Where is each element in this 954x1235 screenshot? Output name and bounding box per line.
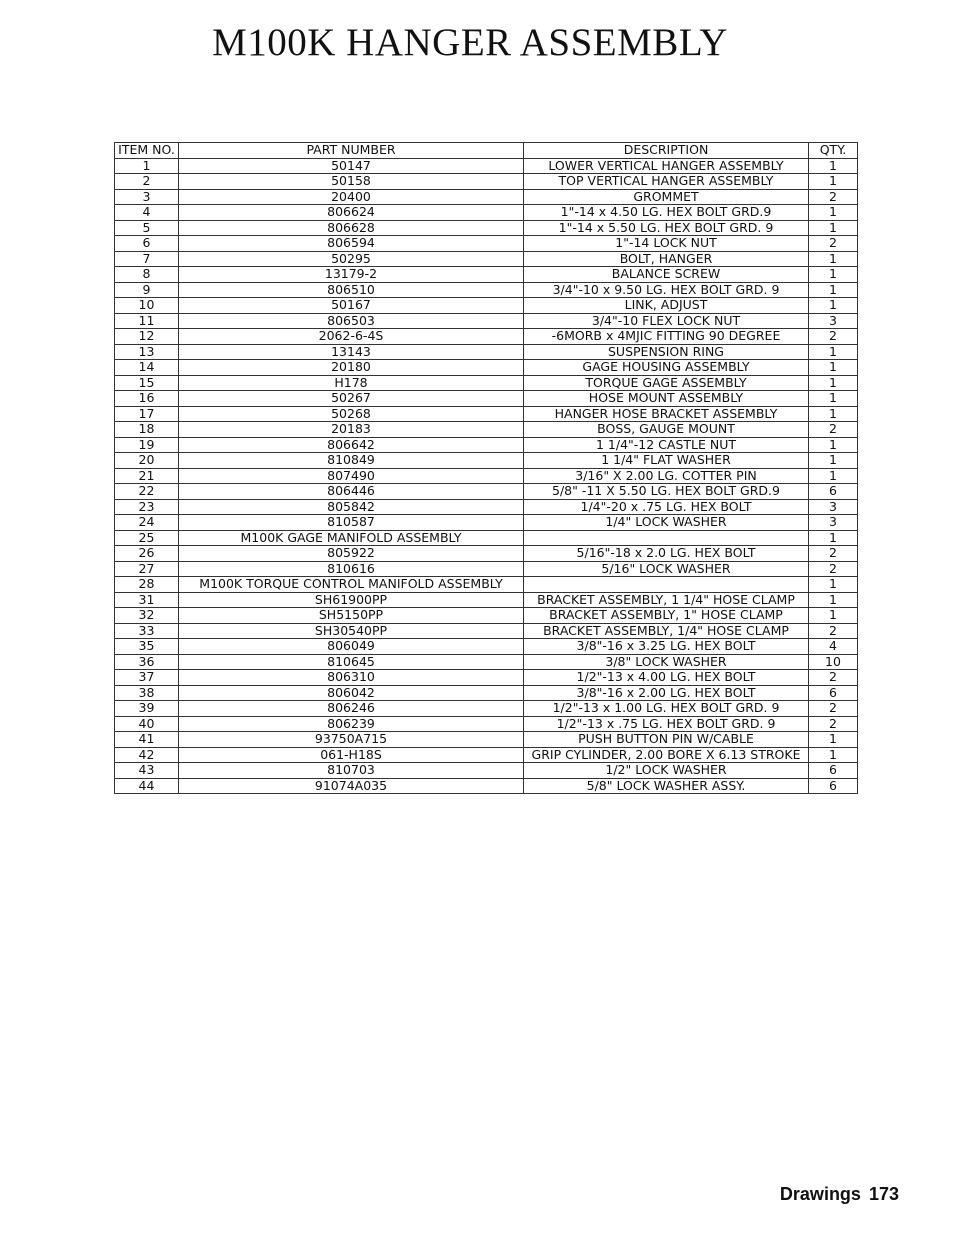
item-no-cell: 15 [115,375,179,391]
description-cell: 1 1/4"-12 CASTLE NUT [524,437,809,453]
part-number-cell: 50147 [179,158,524,174]
table-row [115,453,858,469]
table-row [115,313,858,329]
table-row [115,499,858,515]
qty-cell: 1 [809,732,858,748]
item-no-cell: 19 [115,437,179,453]
part-number-cell: 20183 [179,422,524,438]
table-row [115,267,858,283]
description-cell: -6MORB x 4MJIC FITTING 90 DEGREE [524,329,809,345]
item-no-cell: 20 [115,453,179,469]
description-cell: 1/4" LOCK WASHER [524,515,809,531]
description-cell: SUSPENSION RING [524,344,809,360]
part-number-cell: 810616 [179,561,524,577]
qty-cell: 1 [809,530,858,546]
description-cell: LINK, ADJUST [524,298,809,314]
qty-cell: 2 [809,236,858,252]
description-cell: 1"-14 x 4.50 LG. HEX BOLT GRD.9 [524,205,809,221]
part-number-cell: 806042 [179,685,524,701]
item-no-cell: 21 [115,468,179,484]
part-number-cell: 806049 [179,639,524,655]
qty-cell: 1 [809,577,858,593]
qty-cell: 10 [809,654,858,670]
item-no-cell: 25 [115,530,179,546]
item-no-cell: 26 [115,546,179,562]
description-cell: TOP VERTICAL HANGER ASSEMBLY [524,174,809,190]
table-row [115,732,858,748]
qty-cell: 6 [809,778,858,794]
description-cell: 1 1/4" FLAT WASHER [524,453,809,469]
table-row [115,468,858,484]
description-cell: 5/16"-18 x 2.0 LG. HEX BOLT [524,546,809,562]
table-row [115,515,858,531]
qty-cell: 2 [809,716,858,732]
description-cell: 5/8" LOCK WASHER ASSY. [524,778,809,794]
table-row [115,670,858,686]
item-no-cell: 38 [115,685,179,701]
part-number-cell: 50295 [179,251,524,267]
header-item-no: ITEM NO. [115,143,179,159]
qty-cell: 2 [809,546,858,562]
qty-cell: 1 [809,344,858,360]
item-no-cell: 16 [115,391,179,407]
item-no-cell: 42 [115,747,179,763]
item-no-cell: 6 [115,236,179,252]
table-row [115,437,858,453]
table-row [115,654,858,670]
table-row [115,716,858,732]
item-no-cell: 17 [115,406,179,422]
table-row [115,747,858,763]
item-no-cell: 13 [115,344,179,360]
table-row [115,174,858,190]
table-row [115,778,858,794]
part-number-cell: 806239 [179,716,524,732]
description-cell: 5/16" LOCK WASHER [524,561,809,577]
item-no-cell: 28 [115,577,179,593]
qty-cell: 1 [809,220,858,236]
table-row [115,701,858,717]
description-cell: 1"-14 x 5.50 LG. HEX BOLT GRD. 9 [524,220,809,236]
qty-cell: 1 [809,391,858,407]
description-cell [524,577,809,593]
qty-cell: 2 [809,189,858,205]
description-cell: 3/16" X 2.00 LG. COTTER PIN [524,468,809,484]
description-cell: TORQUE GAGE ASSEMBLY [524,375,809,391]
part-number-cell: SH61900PP [179,592,524,608]
description-cell: 1/2" LOCK WASHER [524,763,809,779]
description-cell [524,530,809,546]
item-no-cell: 7 [115,251,179,267]
part-number-cell: 806503 [179,313,524,329]
page-title: M100K HANGER ASSEMBLY [212,21,728,64]
item-no-cell: 44 [115,778,179,794]
part-number-cell: M100K GAGE MANIFOLD ASSEMBLY [179,530,524,546]
qty-cell: 3 [809,313,858,329]
part-number-cell: SH30540PP [179,623,524,639]
description-cell: 3/8"-16 x 2.00 LG. HEX BOLT [524,685,809,701]
description-cell: HOSE MOUNT ASSEMBLY [524,391,809,407]
item-no-cell: 24 [115,515,179,531]
item-no-cell: 33 [115,623,179,639]
table-row [115,406,858,422]
part-number-cell: 810587 [179,515,524,531]
qty-cell: 1 [809,298,858,314]
parts-table-body [115,158,858,794]
page-number: 173 [868,1184,899,1204]
qty-cell: 1 [809,747,858,763]
qty-cell: 2 [809,422,858,438]
part-number-cell: 13179-2 [179,267,524,283]
description-cell: 3/8" LOCK WASHER [524,654,809,670]
description-cell: 1/2"-13 x .75 LG. HEX BOLT GRD. 9 [524,716,809,732]
qty-cell: 1 [809,406,858,422]
part-number-cell: 50267 [179,391,524,407]
part-number-cell: 806446 [179,484,524,500]
description-cell: GRIP CYLINDER, 2.00 BORE X 6.13 STROKE [524,747,809,763]
part-number-cell: 806310 [179,670,524,686]
item-no-cell: 18 [115,422,179,438]
description-cell: 3/4"-10 FLEX LOCK NUT [524,313,809,329]
description-cell: GAGE HOUSING ASSEMBLY [524,360,809,376]
table-row [115,375,858,391]
parts-table [114,142,858,794]
table-row [115,360,858,376]
item-no-cell: 27 [115,561,179,577]
part-number-cell: 50158 [179,174,524,190]
item-no-cell: 9 [115,282,179,298]
item-no-cell: 41 [115,732,179,748]
part-number-cell: 061-H18S [179,747,524,763]
table-row [115,220,858,236]
table-row [115,282,858,298]
description-cell: BRACKET ASSEMBLY, 1" HOSE CLAMP [524,608,809,624]
item-no-cell: 1 [115,158,179,174]
item-no-cell: 3 [115,189,179,205]
item-no-cell: 5 [115,220,179,236]
item-no-cell: 12 [115,329,179,345]
qty-cell: 1 [809,267,858,283]
part-number-cell: 806628 [179,220,524,236]
item-no-cell: 32 [115,608,179,624]
item-no-cell: 22 [115,484,179,500]
qty-cell: 2 [809,701,858,717]
description-cell: 3/8"-16 x 3.25 LG. HEX BOLT [524,639,809,655]
part-number-cell: 807490 [179,468,524,484]
table-row [115,592,858,608]
qty-cell: 2 [809,623,858,639]
item-no-cell: 31 [115,592,179,608]
qty-cell: 1 [809,468,858,484]
item-no-cell: 11 [115,313,179,329]
item-no-cell: 4 [115,205,179,221]
table-row [115,189,858,205]
table-row [115,623,858,639]
page-footer [780,1184,899,1205]
part-number-cell: 50167 [179,298,524,314]
item-no-cell: 43 [115,763,179,779]
qty-cell: 4 [809,639,858,655]
qty-cell: 1 [809,205,858,221]
qty-cell: 6 [809,484,858,500]
table-row [115,530,858,546]
qty-cell: 1 [809,158,858,174]
description-cell: HANGER HOSE BRACKET ASSEMBLY [524,406,809,422]
description-cell: BOLT, HANGER [524,251,809,267]
part-number-cell: SH5150PP [179,608,524,624]
description-cell: BALANCE SCREW [524,267,809,283]
table-row [115,546,858,562]
qty-cell: 1 [809,437,858,453]
item-no-cell: 10 [115,298,179,314]
description-cell: 1/2"-13 x 1.00 LG. HEX BOLT GRD. 9 [524,701,809,717]
item-no-cell: 8 [115,267,179,283]
item-no-cell: 23 [115,499,179,515]
qty-cell: 1 [809,251,858,267]
table-row [115,608,858,624]
qty-cell: 1 [809,453,858,469]
qty-cell: 3 [809,499,858,515]
description-cell: LOWER VERTICAL HANGER ASSEMBLY [524,158,809,174]
qty-cell: 1 [809,375,858,391]
table-row [115,391,858,407]
qty-cell: 2 [809,670,858,686]
table-row [115,298,858,314]
table-row [115,639,858,655]
table-row [115,763,858,779]
part-number-cell: 806246 [179,701,524,717]
description-cell: GROMMET [524,189,809,205]
description-cell: 3/4"-10 x 9.50 LG. HEX BOLT GRD. 9 [524,282,809,298]
part-number-cell: 93750A715 [179,732,524,748]
item-no-cell: 39 [115,701,179,717]
description-cell: 5/8" -11 X 5.50 LG. HEX BOLT GRD.9 [524,484,809,500]
part-number-cell: 806642 [179,437,524,453]
qty-cell: 1 [809,282,858,298]
qty-cell: 1 [809,174,858,190]
table-row [115,251,858,267]
table-header-row [115,143,858,159]
part-number-cell: 91074A035 [179,778,524,794]
table-row [115,484,858,500]
qty-cell: 2 [809,561,858,577]
item-no-cell: 35 [115,639,179,655]
item-no-cell: 14 [115,360,179,376]
header-description: DESCRIPTION [524,143,809,159]
description-cell: 1/2"-13 x 4.00 LG. HEX BOLT [524,670,809,686]
table-row [115,236,858,252]
qty-cell: 6 [809,763,858,779]
part-number-cell: M100K TORQUE CONTROL MANIFOLD ASSEMBLY [179,577,524,593]
table-row [115,344,858,360]
description-cell: PUSH BUTTON PIN W/CABLE [524,732,809,748]
part-number-cell: 2062-6-4S [179,329,524,345]
table-row [115,158,858,174]
part-number-cell: 806594 [179,236,524,252]
description-cell: 1/4"-20 x .75 LG. HEX BOLT [524,499,809,515]
part-number-cell: 806624 [179,205,524,221]
table-row [115,577,858,593]
part-number-cell: 50268 [179,406,524,422]
header-qty: QTY. [809,143,858,159]
qty-cell: 3 [809,515,858,531]
description-cell: 1"-14 LOCK NUT [524,236,809,252]
part-number-cell: 805922 [179,546,524,562]
qty-cell: 6 [809,685,858,701]
part-number-cell: 806510 [179,282,524,298]
part-number-cell: 20400 [179,189,524,205]
table-row [115,422,858,438]
table-row [115,561,858,577]
part-number-cell: 805842 [179,499,524,515]
header-part-number: PART NUMBER [179,143,524,159]
table-row [115,205,858,221]
qty-cell: 1 [809,360,858,376]
item-no-cell: 37 [115,670,179,686]
description-cell: BRACKET ASSEMBLY, 1/4" HOSE CLAMP [524,623,809,639]
qty-cell: 1 [809,608,858,624]
part-number-cell: 810645 [179,654,524,670]
footer-section: Drawings [779,1184,861,1204]
part-number-cell: H178 [179,375,524,391]
table-row [115,329,858,345]
qty-cell: 1 [809,592,858,608]
part-number-cell: 810703 [179,763,524,779]
description-cell: BOSS, GAUGE MOUNT [524,422,809,438]
description-cell: BRACKET ASSEMBLY, 1 1/4" HOSE CLAMP [524,592,809,608]
qty-cell: 2 [809,329,858,345]
part-number-cell: 20180 [179,360,524,376]
item-no-cell: 40 [115,716,179,732]
part-number-cell: 810849 [179,453,524,469]
item-no-cell: 2 [115,174,179,190]
item-no-cell: 36 [115,654,179,670]
part-number-cell: 13143 [179,344,524,360]
table-row [115,685,858,701]
